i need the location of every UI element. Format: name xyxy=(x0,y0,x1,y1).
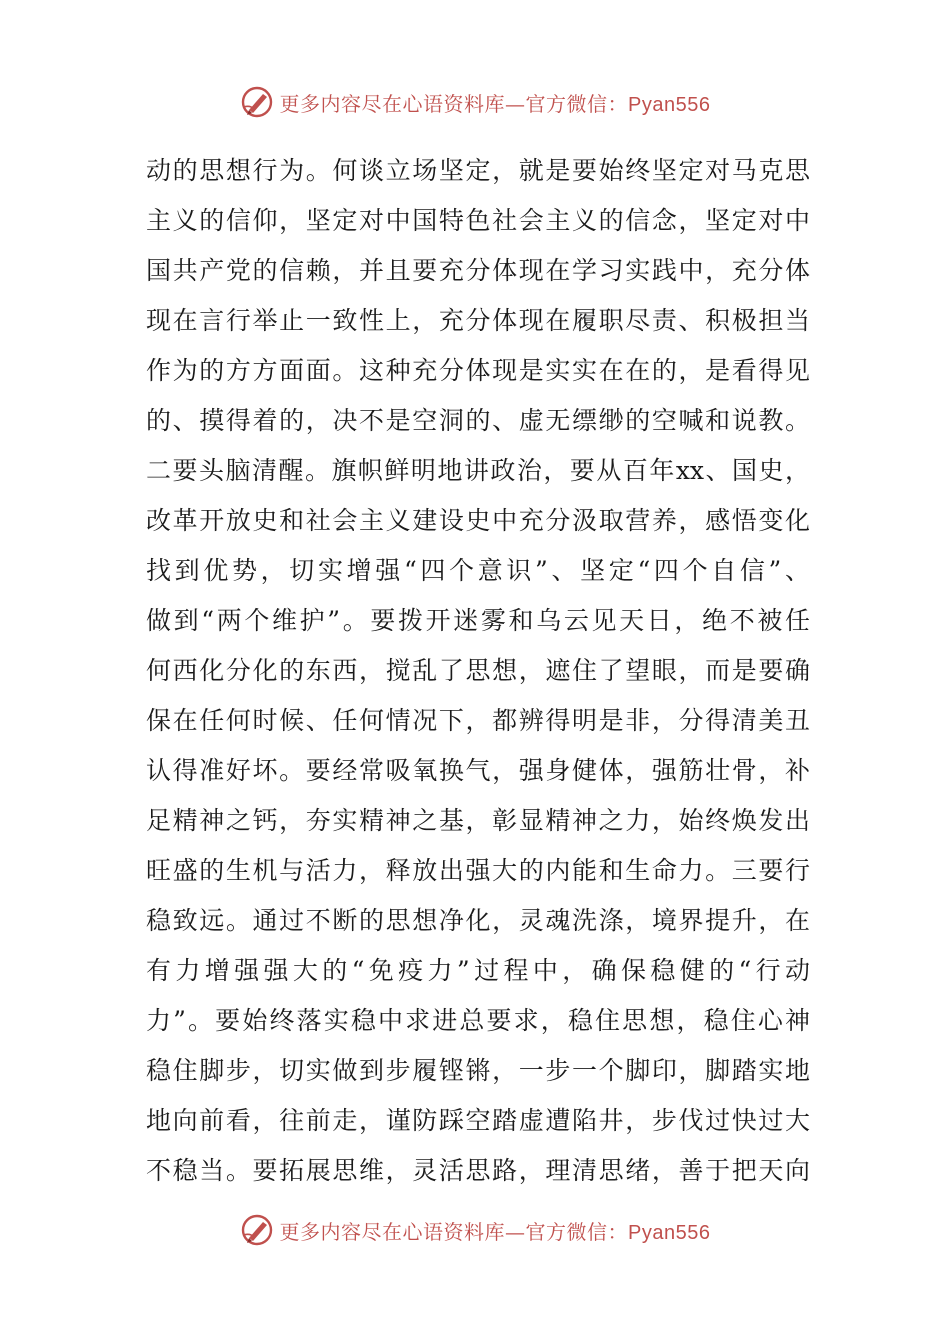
body-line: 找到优势，切实增强“四个意识”、坚定“四个自信”、 xyxy=(146,556,810,585)
pen-logo-icon xyxy=(240,1213,274,1247)
body-line: 何西化分化的东西，搅乱了思想，遮住了望眼，而是要确 xyxy=(146,656,810,685)
header-banner xyxy=(0,80,950,124)
footer-banner xyxy=(0,1208,950,1252)
footer-banner-text: 更多内容尽在心语资料库—官方微信：Pyan556 xyxy=(279,1219,711,1244)
body-line: 足精神之钙，夯实精神之基，彰显精神之力，始终焕发出 xyxy=(146,806,810,835)
pen-logo-icon xyxy=(240,85,274,119)
body-line: 动的思想行为。何谈立场坚定，就是要始终坚定对马克思 xyxy=(146,156,810,185)
body-line: 不稳当。要拓展思维，灵活思路，理清思绪，善于把天向 xyxy=(146,1156,810,1185)
body-line: 有力增强强大的“免疫力”过程中，确保稳健的“行动 xyxy=(146,956,810,985)
body-line: 认得准好坏。要经常吸氧换气，强身健体，强筋壮骨，补 xyxy=(146,756,810,785)
body-line: 二要头脑清醒。旗帜鲜明地讲政治，要从百年xx、国史， xyxy=(146,456,810,485)
body-line: 稳致远。通过不断的思想净化，灵魂洗涤，境界提升，在 xyxy=(146,906,810,935)
header-banner-text: 更多内容尽在心语资料库—官方微信：Pyan556 xyxy=(279,91,711,116)
body-line: 改革开放史和社会主义建设史中充分汲取营养，感悟变化 xyxy=(146,506,810,535)
footer-wechat-id: Pyan556 xyxy=(628,1221,711,1244)
body-line: 作为的方方面面。这种充分体现是实实在在的，是看得见 xyxy=(146,356,810,385)
body-line: 主义的信仰，坚定对中国特色社会主义的信念，坚定对中 xyxy=(146,206,810,235)
body-line: 国共产党的信赖，并且要充分体现在学习实践中，充分体 xyxy=(146,256,810,285)
header-wechat-id: Pyan556 xyxy=(628,93,711,116)
body-line: 力”。要始终落实稳中求进总要求，稳住思想，稳住心神 xyxy=(146,1006,810,1035)
body-line: 稳住脚步，切实做到步履铿锵，一步一个脚印，脚踏实地 xyxy=(146,1056,810,1085)
body-line: 现在言行举止一致性上，充分体现在履职尽责、积极担当 xyxy=(146,306,810,335)
body-line: 的、摸得着的，决不是空洞的、虚无缥缈的空喊和说教。 xyxy=(146,406,810,435)
body-line: 旺盛的生机与活力，释放出强大的内能和生命力。三要行 xyxy=(146,856,810,885)
body-line: 保在任何时候、任何情况下，都辨得明是非，分得清美丑 xyxy=(146,706,810,735)
document-body xyxy=(146,146,810,1196)
body-line: 地向前看，往前走，谨防踩空踏虚遭陷井，步伐过快过大 xyxy=(146,1106,810,1135)
body-line: 做到“两个维护”。要拨开迷雾和乌云见天日，绝不被任 xyxy=(146,606,810,635)
